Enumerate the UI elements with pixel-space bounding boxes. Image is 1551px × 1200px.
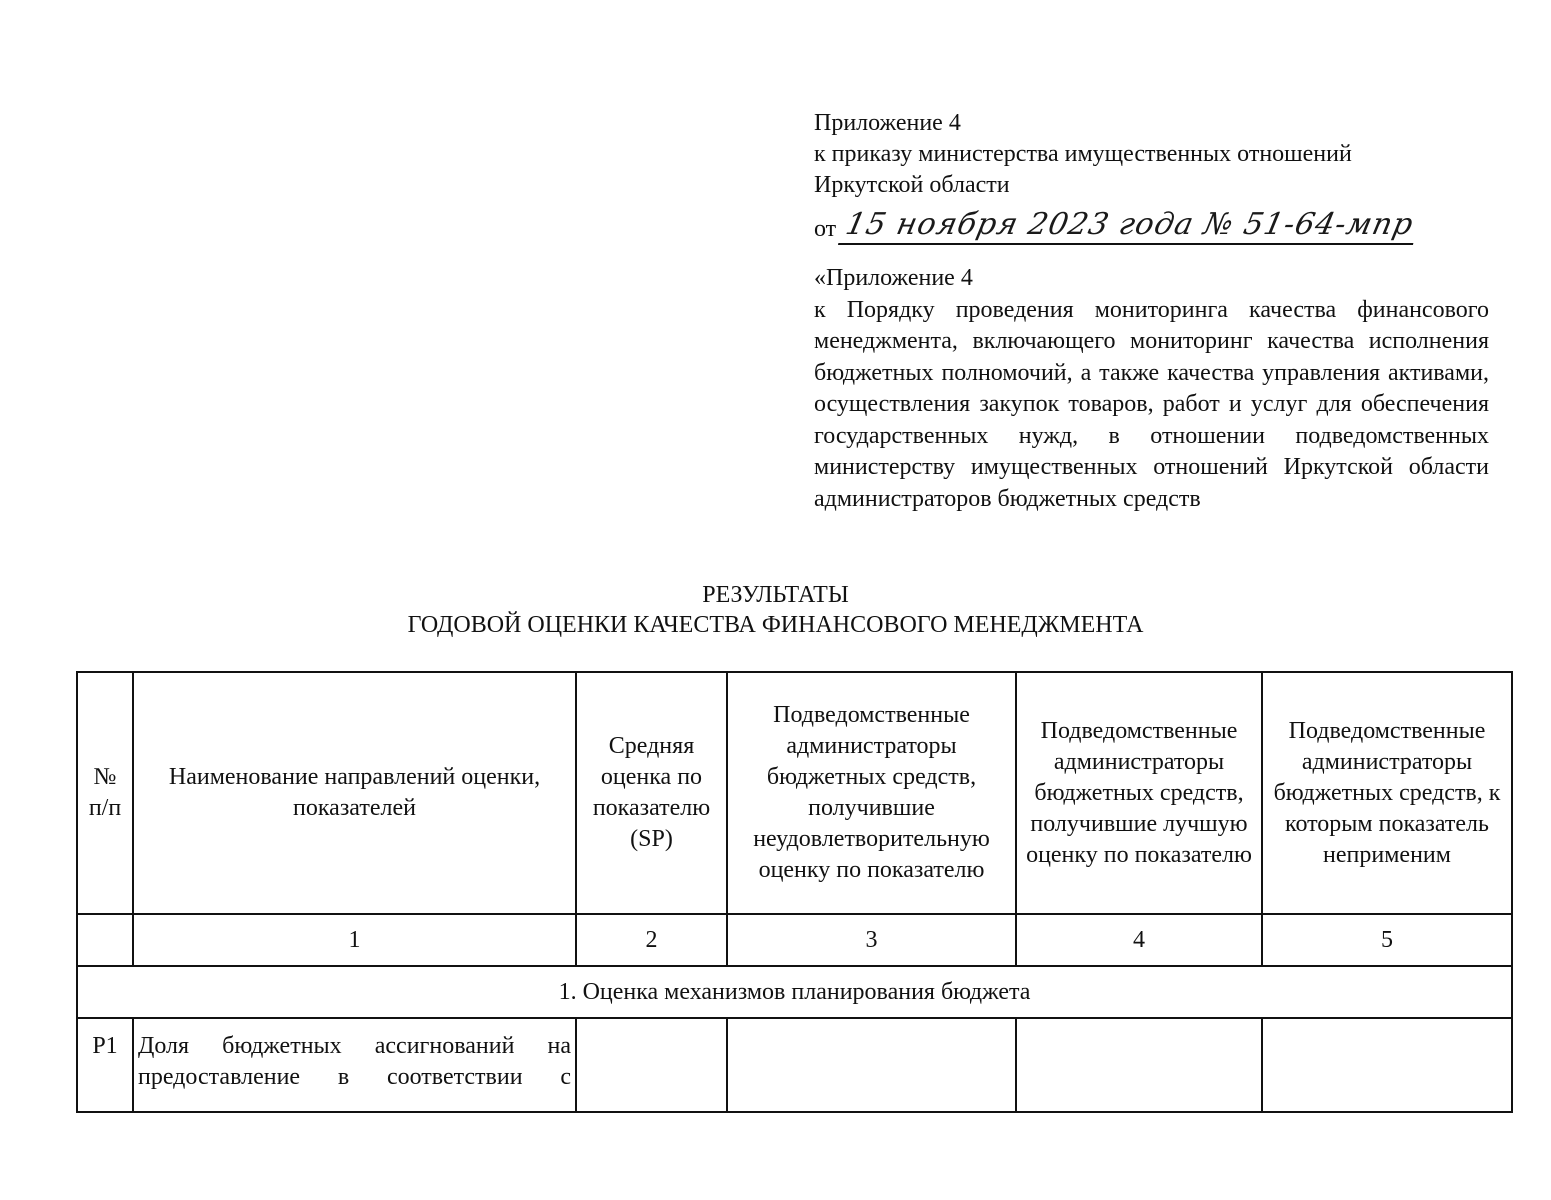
- appendix-procedure-block: [814, 263, 1489, 515]
- row-not-applicable: [1262, 1018, 1512, 1112]
- header-best-score: Подведомственные администраторы бюджетных средств, получившие лучшую оценку по показателю: [1016, 672, 1262, 914]
- header-name: Наименование направлений оценки, показателей: [133, 672, 576, 914]
- col-number-4: 4: [1016, 914, 1262, 966]
- handwritten-date-signature: 15 ноября 2023 года № 51-64-мпр: [838, 207, 1421, 245]
- row-number: P1: [77, 1018, 133, 1112]
- row-average-score: [576, 1018, 727, 1112]
- col-number-0: [77, 914, 133, 966]
- appendix-region: Иркутской области: [814, 172, 1010, 198]
- document-title: [0, 580, 1551, 640]
- appendix-procedure-text: к Порядку проведения мониторинга качества финансового менеджмента, включающего мониторинг качества исполнения бюджетных полномочий, а также качества управления активами, осуществления закупок товаров, работ и услуг для обеспечения государственных нужд, в отношении подведомственных министерству имущественных отношений Иркутской области администраторов бюджетных средств: [814, 296, 1489, 512]
- appendix-procedure-number: «Приложение 4: [814, 265, 973, 291]
- table-header-row: [77, 672, 1512, 914]
- row-unsatisfactory: [727, 1018, 1016, 1112]
- results-table: [76, 671, 1513, 1113]
- date-prefix: от: [814, 216, 837, 242]
- row-best-score: [1016, 1018, 1262, 1112]
- title-line-1: РЕЗУЛЬТАТЫ: [702, 582, 849, 608]
- appendix-number: Приложение 4: [814, 110, 961, 136]
- appendix-order-ref: к приказу министерства имущественных отношений: [814, 141, 1352, 167]
- header-unsatisfactory: Подведомственные администраторы бюджетных средств, получившие неудовлетворительную оценку по показателю: [727, 672, 1016, 914]
- col-number-1: 1: [133, 914, 576, 966]
- appendix-header: [814, 108, 1489, 245]
- row-indicator-name: Доля бюджетных ассигнований на предоставление в соответствии с: [133, 1018, 576, 1112]
- table-row: [77, 1018, 1512, 1112]
- table-section-row: [77, 966, 1512, 1018]
- header-not-applicable: Подведомственные администраторы бюджетных средств, к которым показатель неприменим: [1262, 672, 1512, 914]
- col-number-5: 5: [1262, 914, 1512, 966]
- col-number-3: 3: [727, 914, 1016, 966]
- header-average-score: Средняя оценка по показателю (SP): [576, 672, 727, 914]
- title-line-2: ГОДОВОЙ ОЦЕНКИ КАЧЕСТВА ФИНАНСОВОГО МЕНЕДЖМЕНТА: [407, 612, 1144, 638]
- section-heading: 1. Оценка механизмов планирования бюджета: [77, 966, 1512, 1018]
- appendix-date-line: [814, 201, 1489, 245]
- header-number: № п/п: [77, 672, 133, 914]
- table-number-row: [77, 914, 1512, 966]
- col-number-2: 2: [576, 914, 727, 966]
